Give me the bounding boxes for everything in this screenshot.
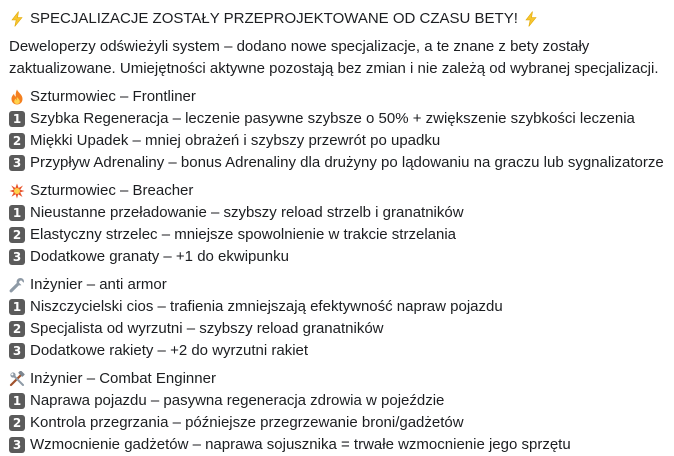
keycap-1-icon: 1 <box>9 205 25 221</box>
collision-icon <box>9 183 25 199</box>
keycap-1-icon: 1 <box>9 393 25 409</box>
keycap-2-icon: 2 <box>9 415 25 431</box>
keycap-1-icon: 1 <box>9 299 25 315</box>
list-item: 2 Miękki Upadek – mniej obrażeń i szybszy przewrót po upadku <box>9 130 664 152</box>
list-item: 2 Kontrola przegrzania – późniejsze przegrzewanie broni/gadżetów <box>9 412 664 434</box>
list-item: 2 Specjalista od wyrzutni – szybszy reload granatników <box>9 318 664 340</box>
hammer-and-wrench-icon <box>9 371 25 387</box>
keycap-2-icon: 2 <box>9 321 25 337</box>
keycap-1-icon: 1 <box>9 111 25 127</box>
intro-line: zaktualizowane. Umiejętności aktywne pozostają bez zmian i nie zależą od wybranej specjalizacji. <box>9 60 659 77</box>
list-item: 1 Nieustanne przeładowanie – szybszy reload strzelb i granatników <box>9 202 664 224</box>
keycap-3-icon: 3 <box>9 437 25 453</box>
list-item: 2 Elastyczny strzelec – mniejsze spowolnienie w trakcie strzelania <box>9 224 664 246</box>
list-item: 3 Przypływ Adrenaliny – bonus Adrenaliny dla drużyny po lądowaniu na graczu lub sygnalizatorze <box>9 152 664 174</box>
keycap-3-icon: 3 <box>9 343 25 359</box>
fire-icon <box>9 89 25 105</box>
wrench-icon <box>9 277 25 293</box>
lightning-icon <box>9 11 25 27</box>
lightning-icon <box>523 11 539 27</box>
section-header: Inżynier – Combat Enginner <box>9 368 664 390</box>
list-item: 3 Dodatkowe granaty – +1 do ekwipunku <box>9 246 664 268</box>
intro-line: Deweloperzy odświeżyli system – dodano nowe specjalizacje, a te znane z bety zostały <box>9 38 590 55</box>
keycap-2-icon: 2 <box>9 227 25 243</box>
post-title <box>9 8 664 30</box>
list-item: 1 Naprawa pojazdu – pasywna regeneracja zdrowia w pojeździe <box>9 390 664 412</box>
section-header: Szturmowiec – Breacher <box>9 180 664 202</box>
keycap-3-icon: 3 <box>9 249 25 265</box>
list-item: 1 Szybka Regeneracja – leczenie pasywne szybsze o 50% + zwiększenie szybkości leczenia <box>9 108 664 130</box>
keycap-3-icon: 3 <box>9 155 25 171</box>
list-item: 1 Niszczycielski cios – trafienia zmniejszają efektywność napraw pojazdu <box>9 296 664 318</box>
title-text: SPECJALIZACJE ZOSTAŁY PRZEPROJEKTOWANE OD CZASU BETY! <box>30 10 518 27</box>
keycap-2-icon: 2 <box>9 133 25 149</box>
list-item: 3 Wzmocnienie gadżetów – naprawa sojusznika = trwałe wzmocnienie jego sprzętu <box>9 434 664 456</box>
section-header: Szturmowiec – Frontliner <box>9 86 664 108</box>
list-item: 3 Dodatkowe rakiety – +2 do wyrzutni rakiet <box>9 340 664 362</box>
section-header: Inżynier – anti armor <box>9 274 664 296</box>
